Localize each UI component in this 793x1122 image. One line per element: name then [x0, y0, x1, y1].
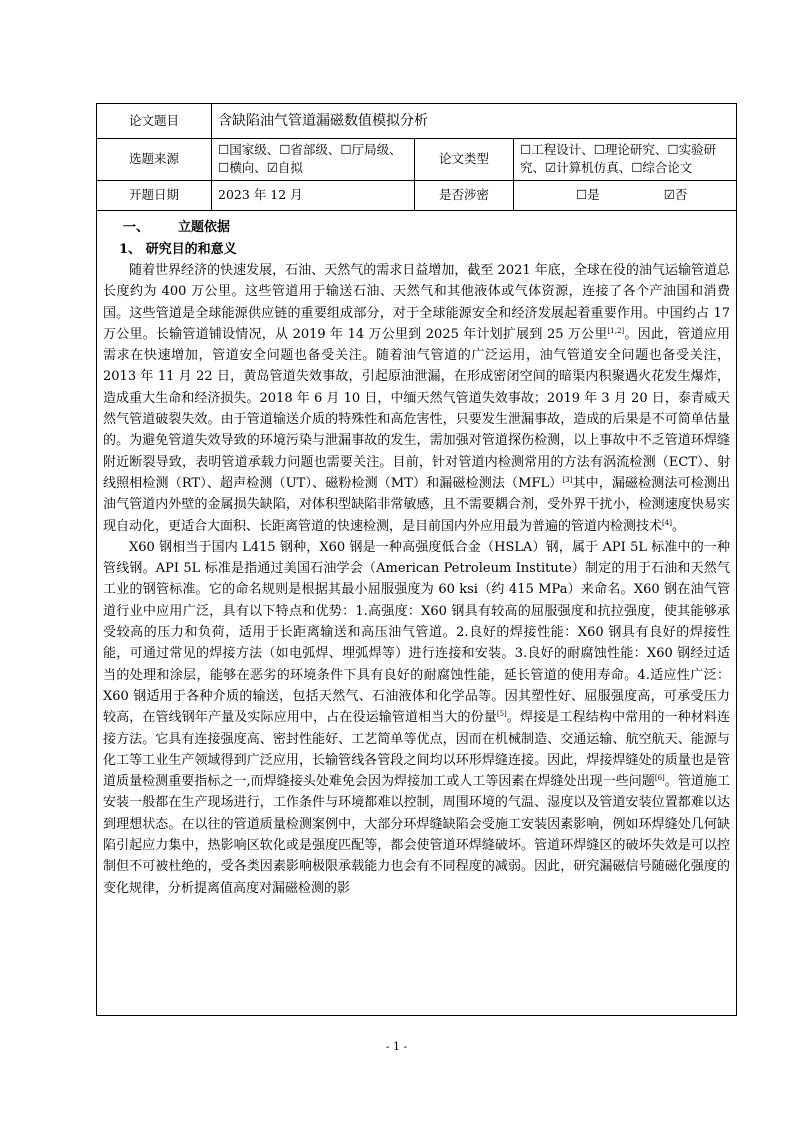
- citation: [3]: [562, 475, 573, 484]
- form-frame: [96, 103, 737, 1016]
- date-label: 开题日期: [97, 180, 212, 210]
- section-heading: 一、 立题依据: [123, 220, 231, 235]
- source-value: ☐国家级、☐省部级、☐厅局级、☐横向、☑自拟: [212, 138, 415, 180]
- citation: [5]: [496, 710, 507, 719]
- subsection-heading: 1、 研究目的和意义: [119, 242, 237, 257]
- secret-value: [514, 180, 737, 210]
- table-row: [97, 138, 736, 180]
- source-label: 选题来源: [97, 138, 212, 180]
- paragraph-2: X60 钢相当于国内 L415 钢种，X60 钢是一种高强度低合金（HSLA）钢，属于 API 5L 标准中的一种管线钢。API 5L 标准是指通过美国石油学会（American Petroleum Institute）制定的用于石油和天然气工业的钢管标准。它的命名规则是根据其最小屈服强度为 60 ksi（约 415 MPa）来命名。X60 钢在油气管道行业中应用广泛，具有以下特点和优势：1.高强度：X60 钢具有较高的屈服强度和抗拉强度，使其能够承受较高的压力和负荷，适用于长距离输送和高压油气管道。2.良好的焊接性能：X60 钢具有良好的焊接性能，可通过常见的焊接方法（如电弧焊、埋弧焊等）进行连接和安装。3.良好的耐腐蚀性能：X60 钢经过适当的处理和涂层，能够在恶劣的环境条件下具有良好的耐腐蚀性能，延长管道的使用寿命。4.适应性广泛：X60 钢适用于各种介质的输送，包括天然气、石油液体和化学品等。因其塑性好、屈服强度高，可承受压力较高，在管线钢年产量及实际应用中，占在役运输管道相当大的份量[5]。焊接是工程结构中常用的一种材料连接方法。它具有连接强度高、密封性能好、工艺简单等优点，因而在机械制造、交通运输、航空航天、能源与化工等工业生产领域得到广泛应用，长输管线各管段之间均以环形焊缝连接。因此，焊接焊缝处的质量也是管道质量检测重要指标之一,而焊缝接头处难免会因为焊接加工或人工等因素在焊缝处出现一些问题[6]。管道施工安装一般都在生产现场进行，工作条件与环境都难以控制，周围环境的气温、湿度以及管道安装位置都难以达到理想状态。在以往的管道质量检测案例中，大部分环焊缝缺陷会受施工安装因素影响，例如环焊缝处几何缺陷引起应力集中，热影响区软化或是强度匹配等，都会使管道环焊缝破坏。管道环焊缝区的破坏失效是可以控制但不可被杜绝的，受各类因素影响极限承载能力也会有不同程度的减弱。因此，研究漏磁信号随磁化强度的变化规律，分析提离值高度对漏磁检测的影: [103, 539, 730, 896]
- table-row: [97, 180, 736, 210]
- secret-label: 是否涉密: [415, 180, 514, 210]
- body-content: [103, 217, 730, 899]
- table-row: [97, 104, 736, 138]
- secret-yes-checkbox: ☐是: [576, 187, 600, 202]
- page-number: - 1 -: [385, 1040, 408, 1053]
- type-value: ☐工程设计、☐理论研究、☐实验研究、☑计算机仿真、☐综合论文: [514, 138, 737, 180]
- secret-no-checkbox: ☑否: [663, 187, 688, 202]
- paragraph-1: 随着世界经济的快速发展，石油、天然气的需求日益增加，截至 2021 年底，全球在役的油气运输管道总长度约为 400 万公里。这些管道用于输送石油、天然气和其他液体或气体资源，连接了各个产油国和消费国。这些管道是全球能源供应链的重要组成部分，对于全球能源安全和经济发展起着重要作用。中国约占 17 万公里。长输管道铺设情况，从 2019 年 14 万公里到 2025 年计划扩展到 25 万公里[1,2]。因此，管道应用需求在快速增加，管道安全问题也备受关注。随着油气管道的广泛运用，油气管道安全问题也备受关注，2013 年 11 月 22 日，黄岛管道失效事故，引起原油泄漏，在形成密闭空间的暗渠内积聚遇火花发生爆炸，造成重大生命和经济损失。2018 年 6 月 10 日，中缅天然气管道失效事故；2019 年 3 月 20 日，泰青威天然气管道破裂失效。由于管道输送介质的特殊性和高危害性，只要发生泄漏事故，造成的后果是不可简单估量的。为避免管道失效导致的环境污染与泄漏事故的发生，需加强对管道探伤检测，以上事故中不乏管道环焊缝附近断裂导致，表明管道承载力问题也需要关注。目前，针对管道内检测常用的方法有涡流检测（ECT）、射线照相检测（RT）、超声检测（UT）、磁粉检测（MT）和漏磁检测法（MFL）[3]其中，漏磁检测法可检测出油气管道内外壁的金属损失缺陷，对体积型缺陷非常敏感，且不需要耦合剂，受外界干扰小，检测速度快易实现自动化，更适合大面积、长距离管道的快速检测，是目前国内外应用最为普遍的管道内检测技术[4]。: [103, 263, 730, 534]
- section-title: 立题依据: [178, 220, 231, 235]
- date-value: 2023 年 12 月: [212, 180, 415, 210]
- title-value: 含缺陷油气管道漏磁数值模拟分析: [212, 104, 737, 138]
- citation: [4]: [662, 518, 672, 527]
- info-table: [97, 104, 736, 211]
- citation: [6]: [654, 774, 665, 783]
- type-label: 论文类型: [415, 138, 514, 180]
- title-label: 论文题目: [97, 104, 212, 138]
- citation: [1,2]: [607, 326, 625, 335]
